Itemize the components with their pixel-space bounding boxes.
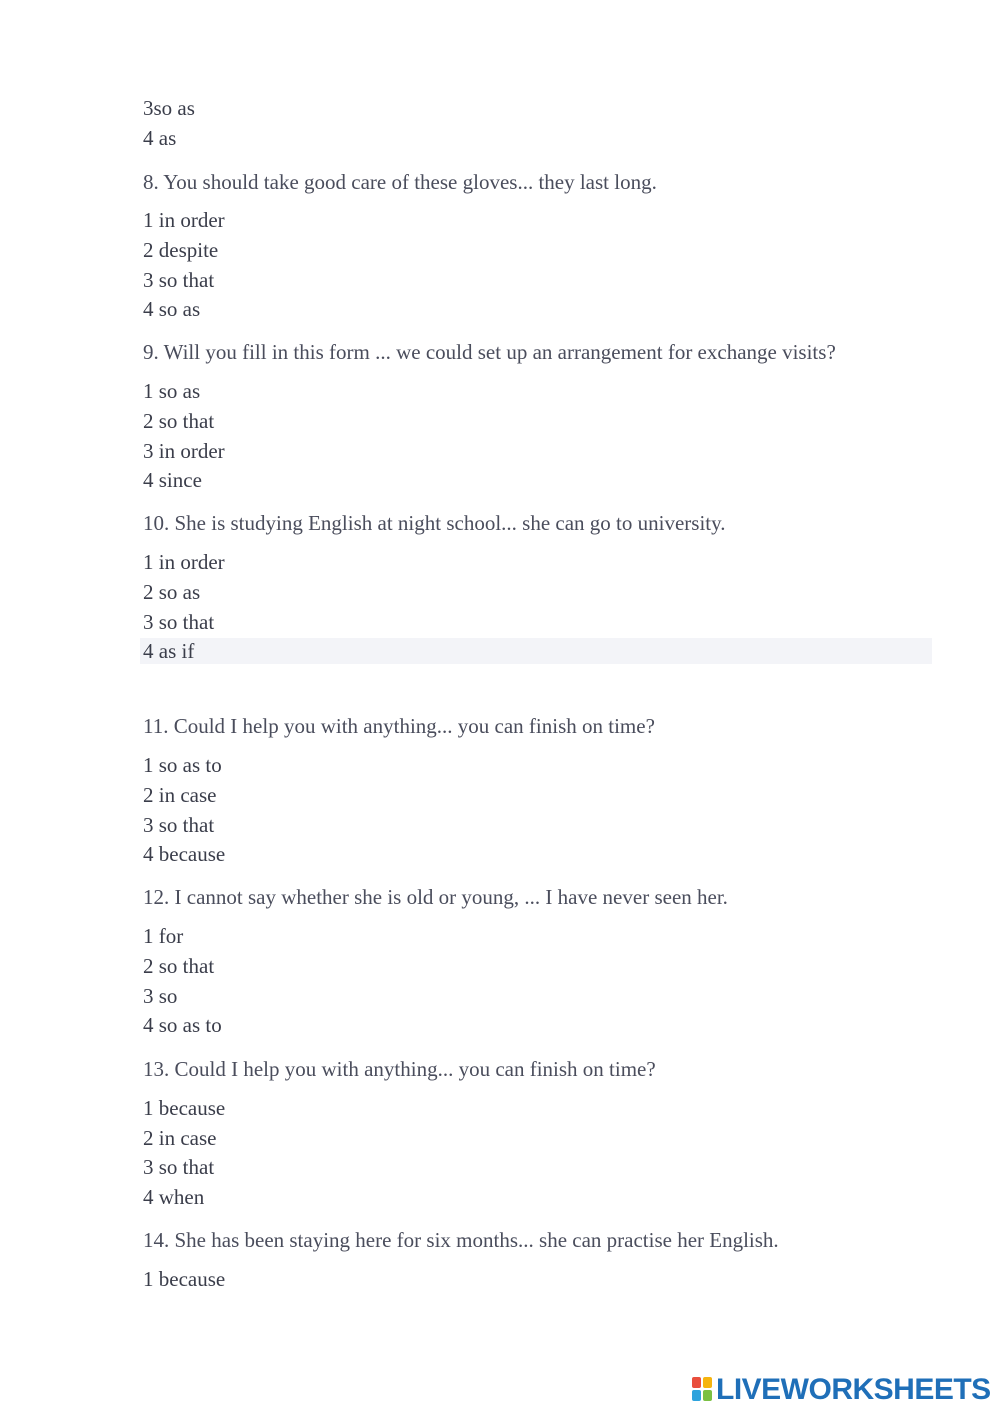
answer-option[interactable]: 3 so that [143, 610, 215, 634]
answer-option[interactable]: 1 so as to [143, 753, 222, 777]
logo-square [692, 1377, 701, 1388]
answer-option[interactable]: 2 in case [143, 1126, 217, 1150]
answer-option[interactable]: 4 when [143, 1185, 205, 1209]
answer-option[interactable]: 2 in case [143, 783, 217, 807]
answer-option[interactable]: 2 despite [143, 238, 219, 262]
answer-option[interactable]: 1 because [143, 1096, 226, 1120]
answer-option[interactable]: 1 in order [143, 550, 225, 574]
question-text: 9. Will you fill in this form ... we could set up an arrangement for exchange visits? [143, 340, 836, 364]
answer-option[interactable]: 2 so as [143, 580, 201, 604]
answer-option[interactable]: 1 in order [143, 208, 225, 232]
logo-text: LIVEWORKSHEETS [716, 1373, 991, 1406]
answer-option[interactable]: 4 since [143, 468, 202, 492]
question-text: 11. Could I help you with anything... you can finish on time? [143, 714, 655, 738]
answer-option[interactable]: 1 so as [143, 379, 201, 403]
question-text: 12. I cannot say whether she is old or young, ... I have never seen her. [143, 885, 728, 909]
answer-option[interactable]: 3 so [143, 984, 178, 1008]
answer-option[interactable]: 3 so that [143, 813, 215, 837]
question-text: 14. She has been staying here for six months... she can practise her English. [143, 1228, 779, 1252]
logo-square [692, 1390, 701, 1401]
question-text: 10. She is studying English at night school... she can go to university. [143, 511, 726, 535]
answer-option[interactable]: 4 so as to [143, 1013, 222, 1037]
answer-option[interactable]: 2 so that [143, 954, 215, 978]
answer-option[interactable]: 4 so as [143, 297, 201, 321]
answer-option[interactable]: 3so as [143, 96, 195, 120]
answer-option[interactable]: 4 as if [143, 639, 195, 663]
answer-option[interactable]: 2 so that [143, 409, 215, 433]
answer-option[interactable]: 1 because [143, 1267, 226, 1291]
highlighted-answer-row [140, 638, 932, 664]
question-text: 13. Could I help you with anything... you can finish on time? [143, 1057, 656, 1081]
question-text: 8. You should take good care of these gloves... they last long. [143, 170, 657, 194]
answer-option[interactable]: 3 so that [143, 1155, 215, 1179]
answer-option[interactable]: 1 for [143, 924, 184, 948]
answer-option[interactable]: 4 because [143, 842, 226, 866]
answer-option[interactable]: 4 as [143, 126, 177, 150]
answer-option[interactable]: 3 so that [143, 268, 215, 292]
answer-option[interactable]: 3 in order [143, 439, 225, 463]
liveworksheets-logo [692, 1373, 991, 1407]
logo-square [703, 1377, 712, 1388]
logo-mark-icon [692, 1377, 714, 1403]
logo-square [703, 1390, 712, 1401]
